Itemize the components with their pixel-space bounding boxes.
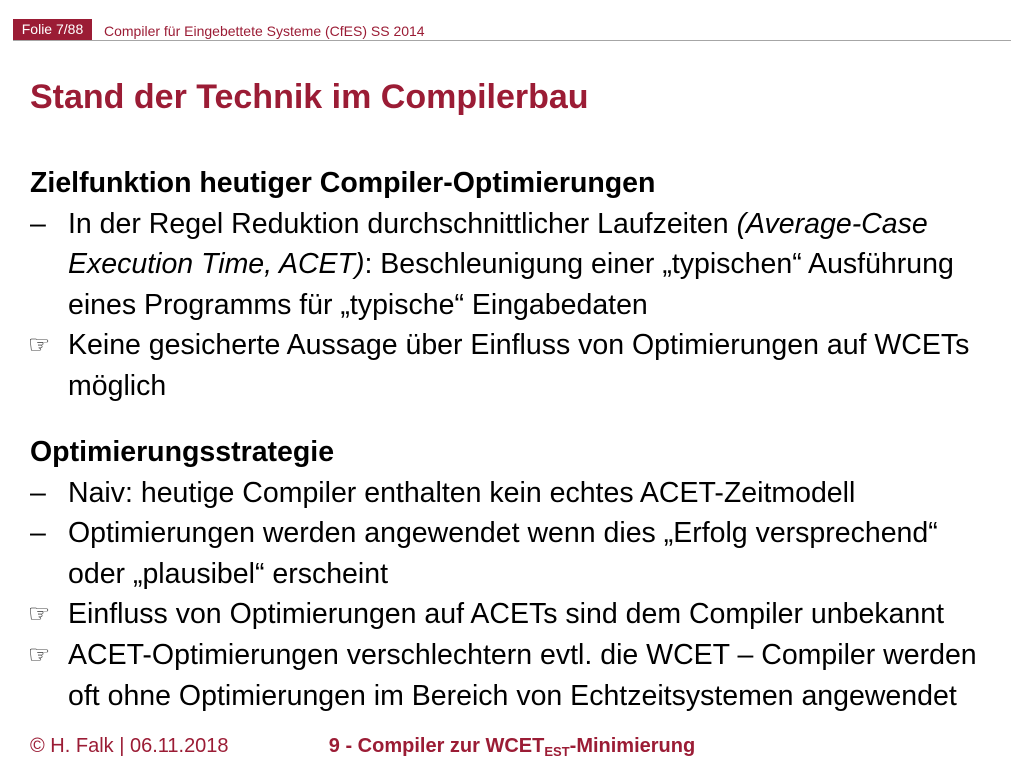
bullet-text: Optimierungen werden angewendet wenn dies „Erfolg versprechend“ (68, 517, 938, 550)
bullet-line (68, 366, 1010, 407)
bullet-line (68, 285, 1010, 326)
section-strategy (30, 432, 1010, 716)
dash-marker: – (30, 207, 46, 240)
bullet-text: In der Regel Reduktion durchschnittlicher Laufzeiten (68, 207, 737, 240)
bullet-text: : Beschleunigung einer „typischen“ Ausführung (364, 248, 954, 281)
bullet-line (68, 554, 1010, 595)
slide-body (30, 163, 1010, 716)
footer-author-date: © H. Falk | 06.11.2018 (30, 735, 229, 757)
bullet-text: möglich (68, 369, 167, 402)
bullet-line (68, 204, 1010, 245)
pointing-hand-icon (28, 325, 50, 366)
bullet-text: Naiv: heutige Compiler enthalten kein echtes ACET-Zeitmodell (68, 476, 856, 509)
footer-chapter-subscript: EST (544, 744, 570, 759)
slide-title: Stand der Technik im Compilerbau (30, 78, 589, 116)
header-divider (13, 40, 1011, 41)
dash-marker: – (30, 476, 46, 509)
bullet-line (68, 244, 1010, 285)
bullet-item (30, 513, 1010, 594)
slide-counter: Folie 7/88 (21, 21, 84, 37)
dash-marker: – (30, 517, 46, 550)
bullet-item (30, 635, 1010, 716)
slide-counter-badge (13, 19, 92, 40)
bullet-text: eines Programms für „typische“ Eingabedaten (68, 288, 648, 321)
pointing-hand-icon (28, 594, 50, 635)
bullet-text-italic: Execution Time, ACET) (68, 248, 365, 281)
course-title: Compiler für Eingebettete Systeme (CfES) SS 2014 (104, 23, 425, 39)
bullet-item (30, 204, 1010, 326)
bullet-item (30, 473, 1010, 514)
bullet-text: Keine gesicherte Aussage über Einfluss von Optimierungen auf WCETs (68, 329, 970, 362)
bullet-item (30, 594, 1010, 635)
bullet-text: oder „plausibel“ erscheint (68, 557, 388, 590)
footer-chapter-suffix: -Minimierung (569, 735, 696, 757)
bullet-line (68, 676, 1010, 717)
bullet-text: Einfluss von Optimierungen auf ACETs sind dem Compiler unbekannt (68, 598, 945, 631)
bullet-line (68, 325, 1010, 366)
section-heading: Optimierungsstrategie (30, 435, 335, 468)
bullet-text: oft ohne Optimierungen im Bereich von Echtzeitsystemen angewendet (68, 679, 957, 712)
footer-chapter (240, 734, 784, 758)
bullet-line (68, 513, 1010, 554)
bullet-line (68, 473, 1010, 514)
bullet-line (68, 635, 1010, 676)
bullet-text-italic: (Average-Case (736, 207, 928, 240)
pointing-hand-icon (28, 635, 50, 676)
section-heading: Zielfunktion heutiger Compiler-Optimierungen (30, 167, 656, 199)
section-objective (30, 163, 1010, 407)
bullet-text: ACET-Optimierungen verschlechtern evtl. die WCET – Compiler werden (68, 638, 977, 671)
bullet-line (68, 594, 1010, 635)
bullet-item (30, 325, 1010, 406)
footer-chapter-prefix: 9 - Compiler zur WCET (328, 735, 545, 757)
